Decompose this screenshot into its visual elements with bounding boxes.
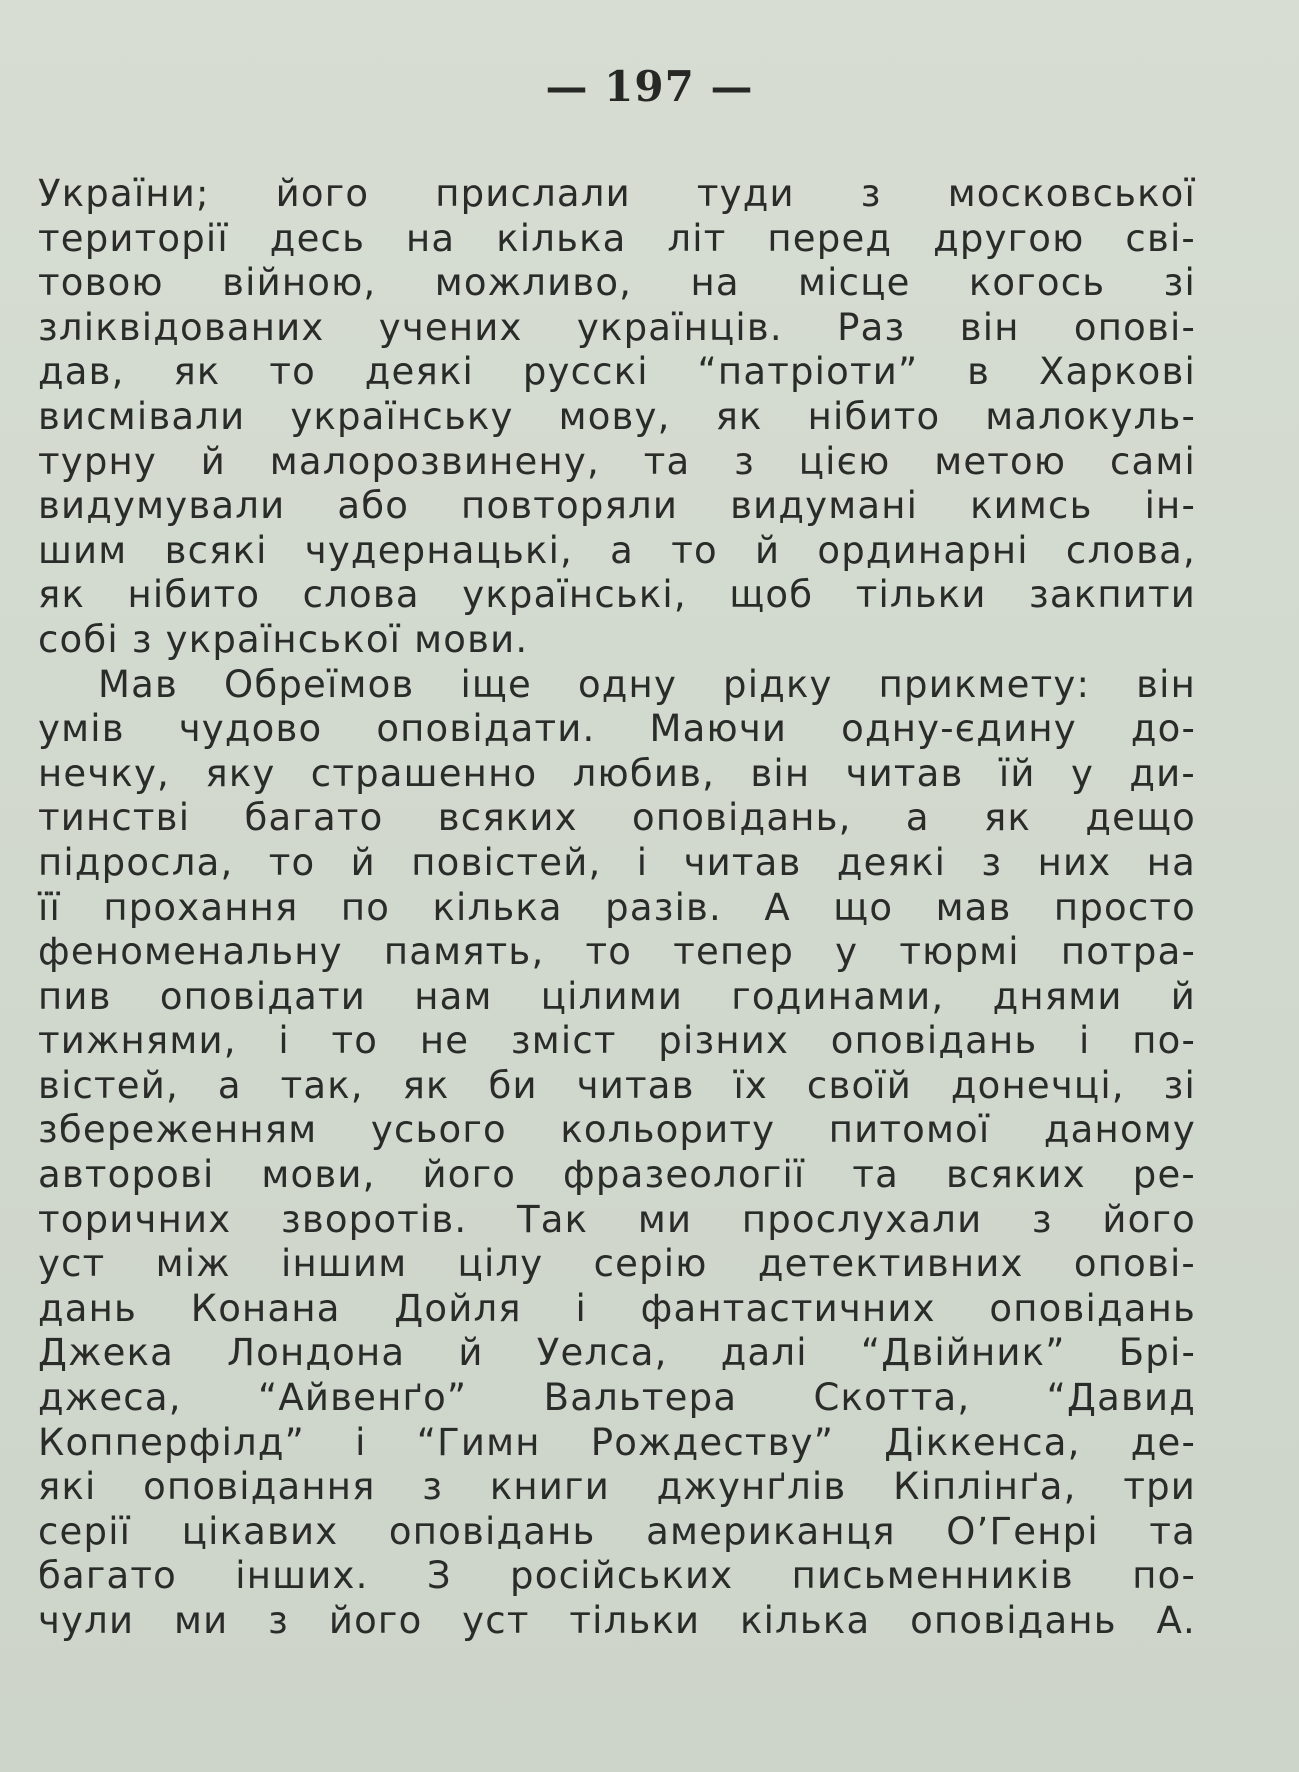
text-line: зліквідованих учених українців. Раз він опові- [38,305,1196,349]
text-line: собі з української мови. [38,617,529,661]
text-line: торичних зворотів. Так ми прослухали з його [38,1197,1196,1241]
text-line: як нібито слова українські, щоб тільки закпити [38,573,1196,617]
text-line: уст між іншим цілу серію детективних опові- [38,1242,1196,1286]
text-line: дав, як то деякі русскі “патріоти” в Харкові [38,350,1196,394]
text-line: нечку, яку страшенно любив, він читав їй у ди- [38,751,1196,795]
text-line: тинстві багато всяких оповідань, а як дещо [38,796,1196,840]
text-line: території десь на кілька літ перед другою сві- [38,216,1196,260]
text-line: серії цікавих оповідань американця О’Генрі та [38,1509,1196,1553]
text-line: шим всякі чудернацькі, а то й ординарні слова, [38,528,1196,572]
text-line: авторові мови, його фразеології та всяких ре- [38,1153,1196,1197]
text-line: її прохання по кілька разів. А що мав просто [38,885,1196,929]
text-line: товою війною, можливо, на місце когось зі [38,261,1196,305]
text-line: висмівали українську мову, як нібито малокуль- [38,394,1196,438]
text-line: видумували або повторяли видумані кимсь ін- [38,484,1196,528]
text-line: умів чудово оповідати. Маючи одну-єдину до- [38,707,1196,751]
text-line: Мав Обреїмов іще одну рідку прикмету: він [98,662,1196,706]
page-number: — 197 — [545,62,754,111]
text-line: джеса, “Айвенґо” Вальтера Скотта, “Давид [38,1376,1196,1420]
text-line: збереженням усього кольориту питомої даному [38,1108,1196,1152]
text-line: підросла, то й повістей, і читав деякі з них на [38,840,1196,884]
text-line: України; його прислали туди з московської [38,172,1196,215]
text-line: феноменальну память, то тепер у тюрмі потра- [38,930,1196,974]
text-line: чули ми з його уст тільки кілька оповідань А. [38,1599,1196,1642]
text-line: турну й малорозвинену, та з цією метою самі [38,439,1196,483]
text-line: пив оповідати нам цілими годинами, днями й [38,974,1196,1018]
text-line: тижнями, і то не зміст різних оповідань і по- [38,1019,1196,1063]
text-line: Копперфілд” і “Гимн Рождеству” Діккенса, де- [38,1420,1196,1464]
text-line: Джека Лондона й Уелса, далі “Двійник” Брі- [38,1331,1196,1375]
text-line: вістей, а так, як би читав їх своїй донечці, зі [38,1063,1196,1107]
text-line: які оповідання з книги джунґлів Кіплінґа, три [38,1465,1196,1509]
text-line: дань Конана Дойля і фантастичних оповідань [38,1286,1196,1330]
body-text [38,172,1196,1644]
text-line: багато інших. З російських письменників по- [38,1554,1196,1598]
